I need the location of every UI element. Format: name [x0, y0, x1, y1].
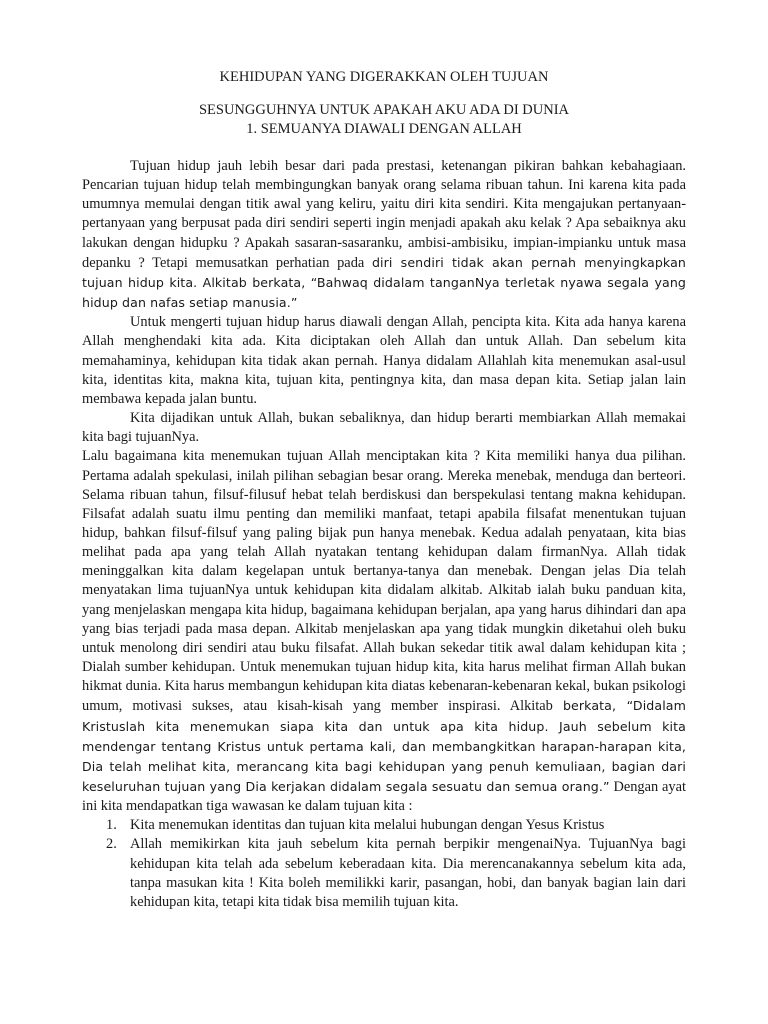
document-title: KEHIDUPAN YANG DIGERAKKAN OLEH TUJUAN — [219, 69, 549, 85]
list-item — [82, 816, 686, 835]
list-item — [82, 835, 686, 912]
title-block — [82, 68, 686, 139]
insight-list — [82, 816, 686, 912]
paragraph-4 — [82, 447, 686, 816]
list-item-text: Allah memikirkan kita jauh sebelum kita pernah berpikir mengenaiNya. TujuanNya bagi kehidupan kita telah ada sebelum keberadaan kita. Dia merencanakannya sebelum kita ada, tanpa masukan kita ! Kita boleh memilikki karir, pasangan, hobi, dan banyak bagian lain dari kehidupan kita, tetapi kita tidak bisa memilih tujuan kita. — [130, 836, 686, 910]
list-item-text: Kita menemukan identitas dan tujuan kita melalui hubungan dengan Yesus Kristus — [130, 817, 605, 834]
paragraph-2: Untuk mengerti tujuan hidup harus diawali dengan Allah, pencipta kita. Kita ada hanya karena Allah menghendaki kita ada. Kita diciptakan oleh Allah dan untuk Allah. Dan sebelum kita memahaminya, kehidupan kita tidak akan pernah. Hanya didalam Allahlah kita menemukan asal-usul kita, identitas kita, makna kita, tujuan kita, pentingnya kita, dan masa depan kita. Setiap jalan lain membawa kepada jalan buntu. — [82, 314, 686, 407]
paragraph-3: Kita dijadikan untuk Allah, bukan sebaliknya, dan hidup berarti membiarkan Allah memakai kita bagi tujuanNya. — [82, 410, 686, 446]
list-item-number: 1. — [106, 817, 117, 834]
paragraph-1 — [82, 157, 686, 313]
list-item-number: 2. — [106, 836, 117, 853]
paragraph-4-quote: berkata, “Didalam Kristuslah kita menemukan siapa kita dan untuk apa kita hidup. Jauh sebelum kita mendengar tentang Kristus untuk pertama kali, dan membangkitkan harapan-harapan kita, Dia telah melihat kita, merancang kita bagi kehidupan yang penuh kemuliaan, bagian dari keseluruhan tujuan yang Dia kerjakan didalam segala sesuatu dan semua orang.” — [82, 698, 686, 794]
chapter-heading: 1. SEMUANYA DIAWALI DENGAN ALLAH — [246, 121, 522, 137]
paragraph-4-end: Dengan ayat ini kita mendapatkan tiga wawasan ke dalam tujuan kita : — [82, 779, 686, 815]
paragraph-1-text: Tujuan hidup jauh lebih besar dari pada prestasi, ketenangan pikiran bahkan kebahagiaan. Pencarian tujuan hidup telah membingungkan banyak orang selama ribuan tahun. Ini karena kita pada umumnya memulai dengan titik awal yang keliru, yaitu diri kita sendiri. Kita mengajukan pertanyaan-pertanyaan yang berpusat pada diri sendiri seperti ingin menjadi apakah aku kelak ? Apa sebaiknya aku lakukan dengan hidupku ? Apakah sasaran-sasaranku, ambisi-ambisiku, impian-impianku untuk masa depanku ? Tetapi memusatkan perhatian pada — [82, 158, 686, 271]
document-body — [82, 157, 686, 912]
paragraph-4-text: Lalu bagaimana kita menemukan tujuan Allah menciptakan kita ? Kita memiliki hanya dua pilihan. Pertama adalah spekulasi, inilah pilihan sebagian besar orang. Mereka menebak, menduga dan berteori. Selama ribuan tahun, filsuf-filusuf hebat telah berdiskusi dan berspekulasi tentang makna kehidupan. Filsafat adalah suatu ilmu penting dan memiliki manfaat, tetapi apabila filsafat menentukan tujuan hidup, bahkan filsuf-filsuf yang paling bijak pun hanya menebak. Kedua adalah penyataan, kita bias melihat pada apa yang telah Allah nyatakan tentang kehidupan dalam firmanNya. Allah tidak meninggalkan kita dalam kegelapan untuk bertanya-tanya dan menebak. Dengan jelas Dia telah menyatakan lima tujuanNya untuk kehidupan kita didalam alkitab. Alkitab ialah buku panduan kita, yang menjelaskan mengapa kita hidup, bagaimana kehidupan berjalan, apa yang harus dihindari dan apa yang bias terjadi pada masa depan. Alkitab menjelaskan apa yang tidak mungkin diketahui oleh buku untuk menolong diri sendiri atau buku filsafat. Allah bukan sekedar titik awal dalam kehidupan kita ; Dialah sumber kehidupan. Untuk menemukan tujuan hidup kita, kita harus melihat firman Allah bukan hikmat dunia. Kita harus membangun kehidupan kita diatas kebenaran-kebenaran kekal, bukan psikologi umum, motivasi sukses, atau kisah-kisah yang member inspirasi. Alkitab — [82, 448, 686, 715]
paragraph-1-quote: diri sendiri tidak akan pernah menyingkapkan tujuan hidup kita. Alkitab berkata, “Bahwaq didalam tanganNya terletak nyawa segala yang hidup dan nafas setiap manusia.” — [82, 254, 686, 311]
document-subtitle: SESUNGGUHNYA UNTUK APAKAH AKU ADA DI DUNIA — [198, 102, 570, 118]
